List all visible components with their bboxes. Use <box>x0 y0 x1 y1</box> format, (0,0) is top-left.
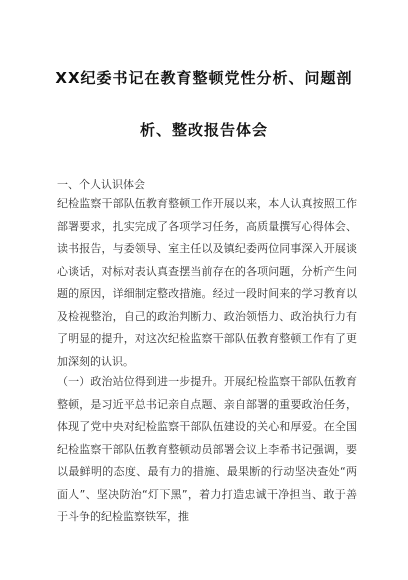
section-heading: 一、个人认识体会 <box>57 178 145 191</box>
paragraph-political-stance: （一）政治站位得到进一步提升。开展纪检监察干部队伍教育整顿，是习近平总书记亲自点题、亲自部署的重要政治任务，体现了党中央对纪检监察干部队伍建设的关心和厚爱。在全国纪检监察干部队伍教育整顿动员部署会议上李希书记强调，要以最鲜明的态度、最有力的措施、最果断的行动坚决查处“两面人”、坚决防治“灯下黑”，着力打造忠诚干净担当、敢于善于斗争的纪检监察铁军，推 <box>57 375 357 523</box>
document-title-line-1: XX纪委书记在教育整顿党性分析、问题剖 <box>55 69 353 87</box>
document-title-line-2: 析、整改报告体会 <box>139 121 268 139</box>
paragraph-personal-understanding: 纪检监察干部队伍教育整顿工作开展以来，本人认真按照工作部署要求，扎实完成了各项学习任务，高质量撰写心得体会、读书报告，与委领导、室主任以及镇纪委两位同事深入开展谈心谈话，对标对表认真查摆当前存在的各项问题，分析产生问题的原因，详细制定整改措施。经过一段时间来的学习教育以及检视整治，自己的政治判断力、政治领悟力、政治执行力有了明显的提升，对这次纪检监察干部队伍教育整顿工作有了更加深刻的认识。 <box>57 197 357 368</box>
